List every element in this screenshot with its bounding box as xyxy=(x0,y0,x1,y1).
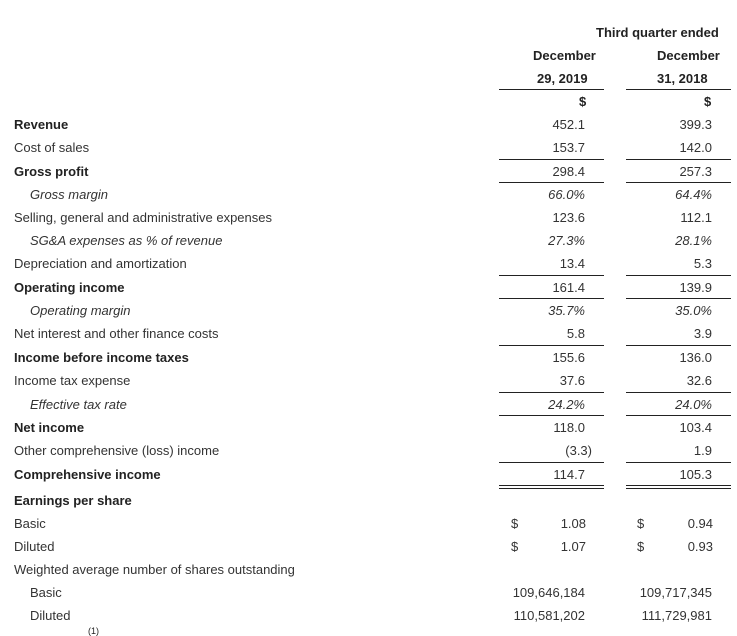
row-operating-margin xyxy=(0,303,737,323)
rule-after-eff-rate xyxy=(499,415,604,416)
value-2019: 35.7% xyxy=(548,303,585,318)
currency-2019: $ xyxy=(511,516,519,531)
value-2019: 110,581,202 xyxy=(513,608,585,623)
row-label: Effective tax rate xyxy=(30,397,127,412)
value-2019: 24.2% xyxy=(548,397,585,412)
row-label: Comprehensive income xyxy=(14,467,161,482)
value-2019: 1.07 xyxy=(560,539,586,554)
value-2019: 161.4 xyxy=(552,280,585,295)
value-2018: 3.9 xyxy=(693,326,712,341)
rule-after-cost xyxy=(499,159,604,160)
row-eps-basic xyxy=(0,516,737,536)
row-eps-heading xyxy=(0,493,737,513)
value-2019: 13.4 xyxy=(559,256,585,271)
row-gross-margin xyxy=(0,187,737,207)
value-2019: 1.08 xyxy=(560,516,586,531)
rule-after-tax xyxy=(626,392,731,393)
double-rule-top xyxy=(626,485,731,486)
row-income-before-tax xyxy=(0,350,737,370)
row-label: Basic xyxy=(30,585,62,600)
row-comprehensive-income xyxy=(0,467,737,487)
row-effective-tax-rate xyxy=(0,397,737,417)
value-2018: 0.94 xyxy=(687,516,713,531)
row-dep-amort xyxy=(0,256,737,276)
value-2019: 153.7 xyxy=(552,140,585,155)
row-net-interest xyxy=(0,326,737,346)
value-2018: 257.3 xyxy=(679,164,712,179)
row-sga-pct xyxy=(0,233,737,253)
value-2019: 118.0 xyxy=(553,420,585,435)
row-income-tax xyxy=(0,373,737,393)
value-2018: 139.9 xyxy=(679,280,712,295)
row-revenue xyxy=(0,117,737,137)
row-label: Weighted average number of shares outstanding xyxy=(14,562,295,577)
rule-after-eff-rate xyxy=(626,415,731,416)
currency-2018: $ xyxy=(637,539,645,554)
col1-header-line1: December xyxy=(533,48,596,63)
value-2019: 27.3% xyxy=(548,233,585,248)
col2-header-line2: 31, 2018 xyxy=(657,71,708,86)
currency-2018: $ xyxy=(637,516,645,531)
value-2018: 0.93 xyxy=(687,539,713,554)
row-label: Selling, general and administrative expenses xyxy=(14,210,272,225)
value-2019: 155.6 xyxy=(552,350,585,365)
row-operating-income xyxy=(0,280,737,300)
value-2018: 136.0 xyxy=(679,350,712,365)
value-2019: 37.6 xyxy=(559,373,585,388)
rule-after-gross-profit xyxy=(626,182,731,183)
row-label: Diluted xyxy=(30,608,71,623)
value-2019: (3.3) xyxy=(565,443,592,458)
rule-after-gross-profit xyxy=(499,182,604,183)
row-label: Other comprehensive (loss) income xyxy=(14,443,220,458)
row-eps-diluted xyxy=(0,539,737,559)
value-2018: 35.0% xyxy=(675,303,712,318)
row-net-income xyxy=(0,420,737,440)
row-gross-profit xyxy=(0,164,737,184)
value-2019: 298.4 xyxy=(552,164,585,179)
value-2018: 1.9 xyxy=(693,443,712,458)
value-2018: 24.0% xyxy=(675,397,712,412)
col2-currency: $ xyxy=(704,94,712,109)
row-label: Net income xyxy=(14,420,85,435)
value-2018: 111,729,981 xyxy=(641,608,712,623)
rule-after-tax xyxy=(499,392,604,393)
col1-currency: $ xyxy=(579,94,587,109)
value-2018: 105.3 xyxy=(679,467,712,482)
rule-after-interest xyxy=(499,345,604,346)
rule-after-op-income xyxy=(499,298,604,299)
period-title: Third quarter ended xyxy=(596,25,719,40)
row-label: Revenue xyxy=(14,117,69,132)
row-label: Basic xyxy=(14,516,46,531)
row-label: Gross profit xyxy=(14,164,89,179)
row-oci xyxy=(0,443,737,463)
value-2019: 114.7 xyxy=(553,467,585,482)
row-label: Depreciation and amortization xyxy=(14,256,187,271)
row-label: Cost of sales xyxy=(14,140,90,155)
value-2018: 112.1 xyxy=(680,210,712,225)
rule-after-oci xyxy=(626,462,731,463)
row-shares-basic xyxy=(0,585,737,605)
col1-header-line2: 29, 2019 xyxy=(537,71,588,86)
row-cost-of-sales xyxy=(0,140,737,160)
col2-header-line1: December xyxy=(657,48,720,63)
row-shares-diluted xyxy=(0,608,737,628)
value-2019: 109,646,184 xyxy=(512,585,585,600)
value-2018: 28.1% xyxy=(675,233,712,248)
header-underline-col1 xyxy=(499,89,604,90)
value-2018: 109,717,345 xyxy=(639,585,712,600)
currency-2019: $ xyxy=(511,539,519,554)
rule-after-op-income xyxy=(626,298,731,299)
row-label: Earnings per share xyxy=(14,493,132,508)
row-label: Gross margin xyxy=(30,187,109,202)
value-2018: 399.3 xyxy=(679,117,712,132)
value-2019: 452.1 xyxy=(552,117,585,132)
value-2018: 32.6 xyxy=(686,373,712,388)
double-rule-top xyxy=(499,485,604,486)
value-2018: 64.4% xyxy=(675,187,712,202)
row-label: Net interest and other finance costs xyxy=(14,326,219,341)
value-2018: 142.0 xyxy=(679,140,712,155)
row-label: Diluted xyxy=(14,539,55,554)
row-wtd-heading xyxy=(0,562,737,582)
rule-after-oci xyxy=(499,462,604,463)
value-2019: 66.0% xyxy=(548,187,585,202)
row-label: Operating margin xyxy=(30,303,131,318)
value-2019: 123.6 xyxy=(552,210,585,225)
value-2018: 103.4 xyxy=(679,420,712,435)
header-underline-col2 xyxy=(626,89,731,90)
rule-after-interest xyxy=(626,345,731,346)
value-2019: 5.8 xyxy=(566,326,585,341)
row-label: SG&A expenses as % of revenue xyxy=(30,233,223,248)
value-2018: 5.3 xyxy=(693,256,712,271)
rule-after-dep xyxy=(626,275,731,276)
row-label: Income before income taxes xyxy=(14,350,189,365)
row-label: Operating income xyxy=(14,280,125,295)
double-rule-bottom xyxy=(626,488,731,489)
rule-after-cost xyxy=(626,159,731,160)
double-rule-bottom xyxy=(499,488,604,489)
rule-after-dep xyxy=(499,275,604,276)
footnote-marker: (1) xyxy=(88,626,99,636)
row-sga xyxy=(0,210,737,230)
row-label: Income tax expense xyxy=(14,373,131,388)
